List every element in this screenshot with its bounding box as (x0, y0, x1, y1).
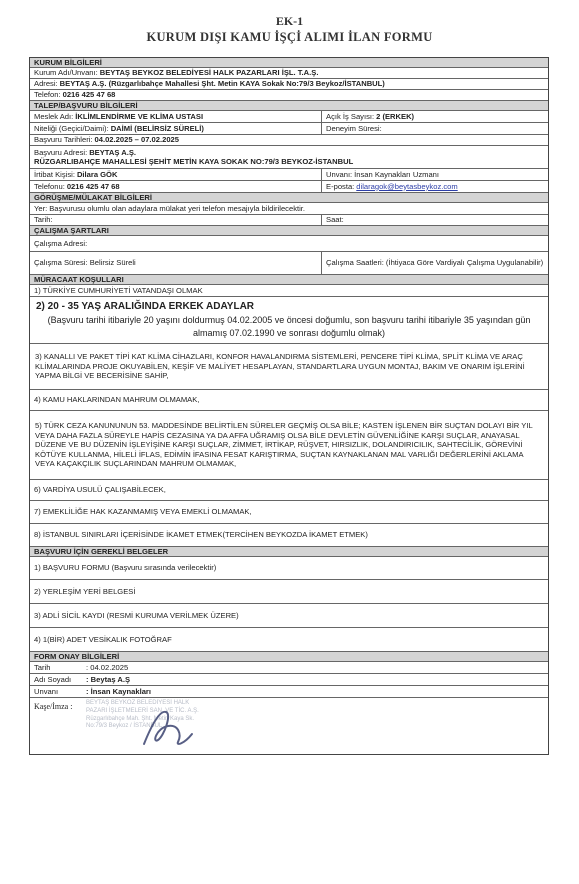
section-talep: TALEP/BAŞVURU BİLGİLERİ (30, 101, 548, 111)
meslek-value: İKLİMLENDİRME VE KLİMA USTASI (75, 111, 204, 121)
company-stamp: BEYTAŞ BEYKOZ BELEDİYESİ HALK PAZARI İŞLETMELERİ SAN. VE TİC. A.Ş. Rüzgarlıbahçe Mah. Şht. Metin Kaya Sk. No:79/3 Beykoz / İSTANBUL (86, 700, 199, 730)
unvani-value: İnsan Kaynakları Uzmanı (354, 169, 440, 179)
calisma-sure: Çalışma Süresi: Belirsiz Süreli (34, 258, 136, 268)
onay-unvan-row: Unvanı : İnsan Kaynakları (30, 686, 548, 698)
onay-tarih-row: Tarih : 04.02.2025 (30, 662, 548, 674)
irtibat-row: İrtibat Kişisi: Dilara GÖK Unvanı: İnsan Kaynakları Uzmanı (30, 169, 548, 181)
section-calisma: ÇALIŞMA ŞARTLARI (30, 226, 548, 236)
basvuru-adres-value: RÜZGARLIBAHÇE MAHALLESİ ŞEHİT METİN KAYA SOKAK NO:79/3 BEYKOZ-İSTANBUL (34, 157, 354, 166)
kosul-8: 8) İSTANBUL SINIRLARI İÇERİSİNDE İKAMET ETMEK(TERCİHEN BEYKOZDA İKAMET ETMEK) (30, 524, 548, 547)
section-muracaat: MÜRACAAT KOŞULLARI (30, 275, 548, 285)
belge-4: 4) 1(BİR) ADET VESİKALIK FOTOĞRAF (30, 628, 548, 652)
meslek-row: Meslek Adı: İKLİMLENDİRME VE KLİMA USTASI Açık İş Sayısı: 2 (ERKEK) (30, 111, 548, 123)
onay-ad-row: Adı Soyadı : Beytaş A.Ş (30, 674, 548, 686)
kurum-ad-value: BEYTAŞ BEYKOZ BELEDİYESİ HALK PAZARLARI İŞL. T.A.Ş. (99, 68, 319, 78)
job-posting-form (29, 57, 549, 755)
section-belgeler: BAŞVURU İÇİN GEREKLİ BELGELER (30, 547, 548, 557)
nitelik-value: DAİMİ (BELİRSİZ SÜRELİ) (110, 123, 204, 133)
calisma-adres-row: Çalışma Adresi: (30, 236, 548, 252)
kurum-adres-row: Adresi: BEYTAŞ A.Ş. (Rüzgarlıbahçe Mahallesi Şht. Metin KAYA Sokak No:79/3 Beykoz/İSTANBUL) (30, 79, 548, 90)
kase-imza-row (30, 698, 548, 754)
signature-icon (138, 704, 198, 750)
section-kurum: KURUM BİLGİLERİ (30, 58, 548, 68)
calisma-sure-row (30, 252, 548, 275)
kosul-6: 6) VARDİYA USULÜ ÇALIŞABİLECEK, (30, 480, 548, 501)
onay-tarih-value: : 04.02.2025 (86, 662, 129, 672)
calisma-saat: Çalışma Saatleri: (İhtiyaca Göre Vardiyalı Çalışma Uygulanabilir) (326, 258, 544, 268)
onay-unvan-value: : İnsan Kaynakları (86, 686, 151, 696)
form-code: EK-1 (275, 14, 304, 28)
nitelik-row: Niteliği (Geçici/Daimi): DAİMİ (BELİRSİZ SÜRELİ) Deneyim Süresi: (30, 123, 548, 135)
kosul-2: 2) 20 - 35 YAŞ ARALIĞINDA ERKEK ADAYLAR (Başvuru tarihi itibariyle 20 yaşını doldurmuş 04.02.2005 ve öncesi doğumlu, son başvuru tarihi itibariyle 35 yaşından gün almamış 07.02.1990 ve sonrası doğumlu olmak) (30, 297, 548, 344)
kosul-3: 3) KANALLI VE PAKET TİPİ KAT KLİMA CİHAZLARI, KONFOR HAVALANDIRMA SİSTEMLERİ, PENCERE TİPİ KLİMA, SPLİT KLİMA VE ARAÇ KLİMALARINDA PROJE OKUYABİLEN, KEŞİF VE MALİYET HESAPLAYAN, STANDARTLARA UYGUN MONTAJ, BAKIM VE ONARIM İŞLERİNİ YAPMA BİLGİ VE BECERİSİNE SAHİP, (30, 344, 548, 390)
kurum-adres-value: BEYTAŞ A.Ş. (Rüzgarlıbahçe Mahallesi Şht. Metin KAYA Sokak No:79/3 Beykoz/İSTANBUL) (59, 79, 385, 89)
tarih-saat-row (30, 215, 548, 226)
kosul-1: 1) TÜRKİYE CUMHURİYETİ VATANDAŞI OLMAK (30, 285, 548, 297)
belge-1: 1) BAŞVURU FORMU (Başvuru sırasında verilecektir) (30, 557, 548, 580)
telefonu-value: 0216 425 47 68 (66, 181, 120, 191)
kosul-7: 7) EMEKLİLİĞE HAK KAZANMAMIŞ VEYA EMEKLİ OLMAMAK, (30, 501, 548, 524)
belge-2: 2) YERLEŞİM YERİ BELGESİ (30, 580, 548, 604)
basvuru-adres-row: Başvuru Adresi: BEYTAŞ A.Ş. RÜZGARLIBAHÇE MAHALLESİ ŞEHİT METİN KAYA SOKAK NO:79/3 BEYKOZ-İSTANBUL (30, 146, 548, 169)
yer-value: Başvurusu olumlu olan adaylara mülakat yeri telefon mesajıyla bildirilecektir. (49, 203, 306, 213)
kase-label: Kaşe/İmza : (34, 702, 73, 711)
section-onay: FORM ONAY BİLGİLERİ (30, 652, 548, 662)
onay-ad-value: : Beytaş A.Ş (86, 674, 131, 684)
acik-is-value: 2 (ERKEK) (376, 111, 415, 121)
basvuru-tarih-row: Başvuru Tarihleri: 04.02.2025 – 07.02.2025 (30, 135, 548, 146)
irtibat-value: Dilara GÖK (76, 169, 118, 179)
eposta-link[interactable]: dilaragok@beytasbeykoz.com (356, 181, 458, 191)
kurum-ad-row: Kurum Adı/Unvanı: BEYTAŞ BEYKOZ BELEDİYESİ HALK PAZARLARI İŞL. T.A.Ş. (30, 68, 548, 79)
belge-3: 3) ADLİ SİCİL KAYDI (RESMİ KURUMA VERİLMEK ÜZERE) (30, 604, 548, 628)
gorusme-tarih-label: Tarih: (34, 215, 53, 225)
kosul-5: 5) TÜRK CEZA KANUNUNUN 53. MADDESİNDE BELİRTİLEN SÜRELER GEÇMİŞ OLSA BİLE; KASTEN İŞLENEN BİR SUÇTAN DOLAYI BİR YIL VEYA DAHA FAZLA SÜREYLE HAPİS CEZASINA YA DA AFFA UĞRAMIŞ OLSA BİLE DEVLETİN GÜVENLİĞİNE KARŞI SUÇLAR, ANAYASAL DÜZENE VE BU DÜZENİN İŞLEYİŞİNE KARŞI SUÇLAR, ZİMMET, İRTİKAP, RÜŞVET, HIRSIZLIK, DOLANDIRICILIK, SAHTECİLİK, GÖREVİNİ KÖTÜYE KULLANMA, HİLELİ İFLAS, EDİMİN İFASINA FESAT KARIŞTIRMA, SUÇTAN KAYNAKLANAN MAL VARLIĞI DEĞERLERİNİ AKLAMA VEYA KAÇAKÇILIK SUÇLARINDAN MAHRUM OLMAMAK, (30, 411, 548, 480)
form-title: KURUM DIŞI KAMU İŞÇİ ALIMI İLAN FORMU (146, 30, 433, 44)
deneyim-label: Deneyim Süresi: (326, 123, 382, 133)
kosul-4: 4) KAMU HAKLARINDAN MAHRUM OLMAMAK, (30, 390, 548, 411)
kurum-telefon-value: 0216 425 47 68 (62, 90, 116, 100)
telefonu-row: Telefonu: 0216 425 47 68 E-posta: dilaragok@beytasbeykoz.com (30, 181, 548, 193)
basvuru-tarih-value: 04.02.2025 – 07.02.2025 (94, 135, 179, 145)
section-gorusme: GÖRÜŞME/MÜLAKAT BİLGİLERİ (30, 193, 548, 203)
gorusme-saat-label: Saat: (326, 215, 344, 225)
yer-row: Yer: Başvurusu olumlu olan adaylara mülakat yeri telefon mesajıyla bildirilecektir. (30, 203, 548, 215)
kurum-telefon-row: Telefon: 0216 425 47 68 (30, 90, 548, 101)
